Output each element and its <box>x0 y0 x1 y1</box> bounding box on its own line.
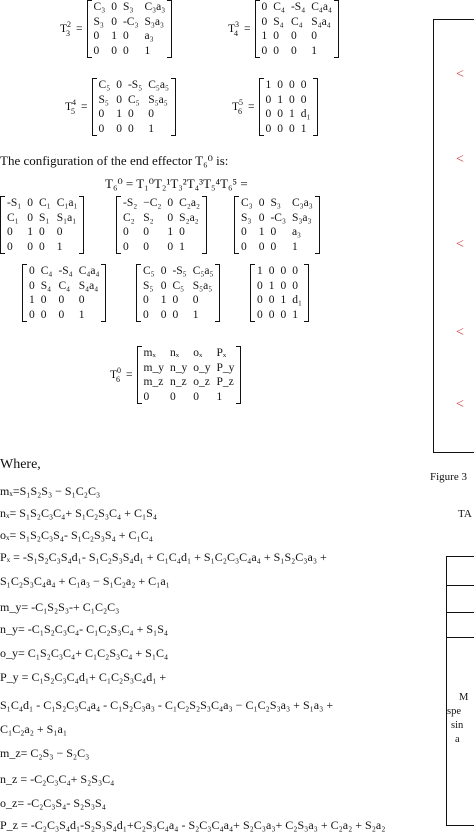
matrix-cell: 0 <box>56 226 63 238</box>
matrix-cell: 0 <box>148 108 154 120</box>
matrix-cell: 0 <box>270 240 277 253</box>
matrix-cell: 0 <box>122 44 129 57</box>
matrix-row <box>120 211 203 226</box>
equation-line: S₁C₂S₃C₄a₄ + C₁a₃ − S₁C₂a₂ + C₁a₁ <box>0 574 170 588</box>
matrix-row <box>96 122 172 137</box>
matrix-cell: S₃a₃ <box>291 211 312 224</box>
matrix-cell: -C₃ <box>270 211 286 224</box>
matrix-cell: 0 <box>193 390 199 403</box>
matrix-cell: 0 <box>167 197 174 209</box>
matrix-cell: -C₃ <box>122 15 139 28</box>
table-cell-text: M <box>459 692 469 703</box>
matrix-row <box>120 240 203 255</box>
matrix-cell: 0 <box>27 197 33 209</box>
matrix-row <box>120 225 203 240</box>
matrix-body <box>255 0 339 58</box>
matrix-cell: 0 <box>93 44 100 57</box>
matrix-cell: C₅ <box>172 279 185 292</box>
matrix-cell: 0 <box>143 240 149 253</box>
table-cell-text: sin <box>451 720 464 731</box>
matrix-row <box>141 346 238 361</box>
matrix-cell: 1 <box>148 122 154 135</box>
matrix-cell: 0 <box>273 30 280 42</box>
matrix-row <box>254 264 305 279</box>
matrix-row <box>141 390 238 405</box>
matrix-cell: 0 <box>143 226 149 238</box>
matrix-cell: 0 <box>258 197 265 209</box>
matrix-cell: 1 <box>311 44 317 57</box>
matrix-label: $T^2_3$ <box>60 20 72 38</box>
matrix-cell: -S₅ <box>127 79 143 91</box>
matrix-row <box>4 211 80 226</box>
matrix-cell: 0 <box>289 79 295 91</box>
matrix-cell: 1 <box>144 44 151 57</box>
matrix-row <box>4 196 80 211</box>
matrix-cell: nₓ <box>169 347 180 359</box>
matrix-cell: C₅ <box>98 79 111 91</box>
equation-line: C₁C₂a₂ + S₁a₁ <box>0 722 68 736</box>
matrix-cell: 0 <box>241 226 247 238</box>
matrix-cell: 0 <box>93 30 100 42</box>
matrix-cell: 1 <box>300 122 307 135</box>
matrix-cell: 1 <box>268 279 275 292</box>
matrix-cell: 0 <box>111 15 117 28</box>
matrix-cell: m_y <box>143 361 164 374</box>
matrix-cell: C₄ <box>290 15 303 28</box>
matrix-cell: 1 <box>291 240 298 253</box>
product-matrix-1 <box>0 196 84 254</box>
matrix-cell: 0 <box>167 211 174 224</box>
matrix-row <box>140 279 216 294</box>
matrix-row <box>26 293 102 308</box>
matrix-cell: S₃ <box>270 197 281 209</box>
equation-line: o_y= C₁S₂C₃C₄+ C₁C₂S₃C₄ + S₁C₄ <box>0 646 169 660</box>
matrix-cell: 0 <box>27 211 33 224</box>
matrix-cell: C₂ <box>123 211 135 224</box>
matrix-row <box>263 122 314 137</box>
arrow-icon: < <box>456 67 464 82</box>
matrix-row <box>91 15 169 30</box>
matrix-cell: mₓ <box>143 347 156 359</box>
matrix-label: $T^4_5$ <box>65 98 77 116</box>
table-cell-text: a <box>455 734 460 745</box>
matrix-label: $T^5_6$ <box>232 98 244 116</box>
matrix-cell: 0 <box>39 226 45 238</box>
matrix-cell: 0 <box>116 93 122 106</box>
matrix-cell: 0 <box>123 240 129 253</box>
matrix-cell: 0 <box>261 44 268 57</box>
matrix-cell: 1 <box>277 93 284 106</box>
matrix-cell: o_z <box>193 376 210 388</box>
equation-line: m_y= -C₁S₂S₃-+ C₁C₂C₃ <box>0 600 120 614</box>
matrix-cell: 0 <box>257 294 263 306</box>
matrix-cell: 0 <box>111 1 117 13</box>
matrix-cell: 1 <box>289 108 295 120</box>
matrix-cell: C₄ <box>40 265 53 277</box>
matrix-cell: o_y <box>193 361 211 374</box>
matrix-row <box>26 308 102 323</box>
matrix-cell: m_z <box>143 376 164 388</box>
matrix-cell: 0 <box>169 390 176 403</box>
matrix-cell: 0 <box>289 93 295 106</box>
matrix-cell: 1 <box>257 265 263 277</box>
matrix-row <box>259 15 335 30</box>
matrix-cell: 0 <box>292 279 298 292</box>
figure-caption: Figure 3 <box>430 471 467 483</box>
matrix-body <box>136 264 220 322</box>
matrix-label: $T^3_4$ <box>228 20 240 38</box>
matrix-row <box>238 196 316 211</box>
matrix-cell: C₄ <box>273 1 285 13</box>
matrix-cell: 0 <box>98 108 105 120</box>
matrix-cell: d₁ <box>292 294 303 306</box>
matrix-cell: a₃ <box>144 30 154 42</box>
matrix-row <box>238 225 316 240</box>
matrix-cell: S₅ <box>143 279 154 292</box>
matrix-cell: a₃ <box>291 226 302 238</box>
matrix-row <box>4 240 80 255</box>
matrix-cell: 0 <box>280 308 287 321</box>
matrix-cell: S₅ <box>98 93 109 106</box>
matrix-cell: S₄ <box>273 15 284 28</box>
matrix-cell: 0 <box>116 122 122 135</box>
matrix-row <box>238 211 316 226</box>
matrix-cell: 0 <box>268 308 275 321</box>
matrix-cell: C₅a₅ <box>148 79 170 91</box>
matrix-cell: 0 <box>7 226 13 238</box>
matrix-cell: 0 <box>192 294 199 306</box>
matrix-label: $T^0_6$ <box>110 366 122 384</box>
matrix-row <box>96 78 172 93</box>
matrix-cell: S₃ <box>241 211 252 224</box>
matrix-cell: C₃ <box>93 1 106 13</box>
matrix-cell: 0 <box>261 1 268 13</box>
table-caption: TA <box>458 508 472 520</box>
matrix-body <box>92 78 176 136</box>
matrix-cell: -S₂ <box>123 197 138 209</box>
matrix-cell: 0 <box>258 240 265 253</box>
table-frame <box>446 556 474 826</box>
matrix-row <box>254 308 305 323</box>
arrow-icon: < <box>456 237 464 252</box>
matrix-body <box>250 264 309 322</box>
matrix-row <box>254 279 305 294</box>
matrix-cell: 0 <box>277 108 284 120</box>
matrix-cell: 0 <box>280 265 287 277</box>
equation-line: Pₓ = -S₁S₂C₃S₄d₁- S₁C₂S₃S₄d₁ + C₁C₄d₁ + S₁C₂C₃C₄a₄ + S₁S₂C₃a₃ + <box>0 550 327 564</box>
matrix-cell: 0 <box>292 265 298 277</box>
matrix-cell: 0 <box>300 79 307 91</box>
equation-line: o_z= -C₂C₃S₄- S₂S₃S₄ <box>0 796 106 810</box>
matrix-cell: 1 <box>179 240 185 253</box>
matrix-cell: 0 <box>29 279 35 292</box>
matrix-cell: S₁a₁ <box>56 211 77 224</box>
matrix-row <box>91 44 169 59</box>
chain-equation: T₆⁰ = T₁⁰T₂¹T₃²T₄³T₅⁴T₆⁵ = <box>105 176 248 191</box>
matrix-cell: 0 <box>58 308 65 321</box>
matrix-cell: C₁ <box>39 197 51 209</box>
matrix-body <box>87 0 173 58</box>
arrow-icon: < <box>456 325 464 340</box>
matrix-row <box>96 107 172 122</box>
matrix-cell: C₁ <box>7 211 19 224</box>
matrix-cell: 0 <box>143 308 149 321</box>
equation-line: m_z= C₂S₃ − S₂C₃ <box>0 746 90 760</box>
matrix-row <box>259 0 335 15</box>
matrix-cell: 0 <box>40 308 47 321</box>
matrix-cell: 1 <box>216 390 223 403</box>
matrix-cell: 0 <box>160 308 167 321</box>
config-sentence: The configuration of the end effector T₆⁰ is: <box>0 153 229 168</box>
matrix-cell: 0 <box>58 294 65 306</box>
matrix-cell: 0 <box>127 122 134 135</box>
matrix-row <box>26 264 102 279</box>
matrix-cell: 0 <box>127 108 134 120</box>
matrix-cell: Pₓ <box>216 347 227 359</box>
matrix-row <box>263 78 314 93</box>
matrix-cell: 0 <box>143 294 149 306</box>
matrix-cell: 1 <box>192 308 199 321</box>
matrix-cell: S₂a₂ <box>179 211 199 224</box>
matrix-cell: 0 <box>257 279 263 292</box>
matrix-cell: 0 <box>27 240 33 253</box>
matrix-cell: C₅a₅ <box>192 265 214 277</box>
matrix-cell: S₅a₅ <box>192 279 213 292</box>
matrix-cell: S₁ <box>39 211 50 224</box>
matrix-cell: 0 <box>265 108 272 120</box>
matrix-cell: 1 <box>265 79 272 91</box>
matrix-cell: -S₄ <box>290 1 306 13</box>
where-label: Where, <box>0 457 41 472</box>
matrix-cell: 0 <box>300 93 307 106</box>
matrix-row <box>141 361 238 376</box>
matrix-cell: 0 <box>116 79 122 91</box>
matrix-cell: 0 <box>290 30 297 42</box>
matrix-cell: C₃ <box>241 197 253 209</box>
matrix-cell: 0 <box>268 265 275 277</box>
matrix-cell: C₄ <box>58 279 71 292</box>
matrix-cell: C₅ <box>143 265 155 277</box>
matrix-row <box>141 375 238 390</box>
matrix-row <box>254 293 305 308</box>
matrix-cell: 0 <box>261 15 268 28</box>
matrix-cell: S₄ <box>40 279 52 292</box>
matrix-cell: 0 <box>290 44 297 57</box>
arrow-icon: < <box>456 152 464 167</box>
matrix-cell: C₄a₄ <box>78 265 100 277</box>
matrix-cell: 0 <box>78 294 85 306</box>
matrix-cell: d₁ <box>300 108 311 120</box>
matrix-cell: 0 <box>277 122 284 135</box>
matrix-cell: 1 <box>258 226 265 238</box>
matrix-t3: $T^2_3$ = C₃ 0 S₃ C₃a₃ S₃ 0 -C₃ S₃a₃ 0 1 0 a₃ 0 0 0 1 <box>60 0 172 58</box>
matrix-cell: 1 <box>261 30 268 42</box>
matrix-cell: 1 <box>116 108 122 120</box>
matrix-cell: 0 <box>40 294 47 306</box>
figure-frame <box>433 19 474 453</box>
matrix-t4: $T^3_4$ = 0 C₄ -S₄ C₄a₄ 0 S₄ C₄ S₄a₄ 1 0 0 0 0 0 0 1 <box>228 0 339 58</box>
matrix-cell: S₂ <box>143 211 154 224</box>
matrix-row <box>4 225 80 240</box>
matrix-row <box>259 44 335 59</box>
matrix-cell: 1 <box>111 30 117 42</box>
matrix-cell: P_z <box>216 376 234 388</box>
matrix-cell: 0 <box>280 279 287 292</box>
matrix-row <box>96 93 172 108</box>
product-matrix-2 <box>116 196 207 254</box>
matrix-cell: C₁a₁ <box>56 197 78 209</box>
matrix-body <box>137 346 242 404</box>
matrix-cell: 0 <box>160 279 167 292</box>
equation-line: P_z = -C₂C₃S₄d₁-S₂S₃S₄d₁+C₂S₃C₄a₄ - S₂C₃C₄a₄+ S₂C₃a₃+ C₂S₃a₃ + C₂a₂ + S₂a₂ <box>0 818 386 832</box>
matrix-cell: S₅a₅ <box>148 93 168 106</box>
matrix-cell: 0 <box>265 122 272 135</box>
matrix-cell: C₃a₃ <box>144 1 166 13</box>
matrix-cell: n_y <box>169 361 188 374</box>
matrix-cell: 1 <box>167 226 174 238</box>
product-matrix-5 <box>136 264 220 322</box>
matrix-cell: 1 <box>27 226 33 238</box>
matrix-cell: -S₁ <box>7 197 22 209</box>
matrix-body <box>234 196 320 254</box>
matrix-cell: S₄a₄ <box>311 15 331 28</box>
matrix-t60: $T^0_6$ = mₓ nₓ oₓ Pₓ m_y n_y o_y P_y m_z n_z o_z P_z 0 0 0 1 <box>110 346 241 404</box>
matrix-row <box>140 293 216 308</box>
matrix-cell: 0 <box>111 44 117 57</box>
matrix-cell: 1 <box>29 294 35 306</box>
matrix-cell: 1 <box>78 308 85 321</box>
matrix-cell: 1 <box>280 294 287 306</box>
matrix-cell: 0 <box>172 294 179 306</box>
table-cell-text: spe <box>447 706 461 717</box>
matrix-cell: -S₅ <box>172 265 187 277</box>
matrix-body <box>116 196 207 254</box>
matrix-cell: 0 <box>268 294 275 306</box>
matrix-cell: 0 <box>179 226 185 238</box>
matrix-cell: 0 <box>29 308 35 321</box>
product-matrix-3 <box>234 196 320 254</box>
product-matrix-4 <box>22 264 106 322</box>
equation-line: n_z = -C₂C₃C₄+ S₂S₃C₄ <box>0 772 115 786</box>
matrix-cell: C₂a₂ <box>179 197 200 209</box>
matrix-cell: 0 <box>277 79 284 91</box>
matrix-cell: 0 <box>241 240 247 253</box>
matrix-cell: 0 <box>289 122 295 135</box>
matrix-cell: 0 <box>167 240 174 253</box>
matrix-t5: $T^4_5$ = C₅ 0 -S₅ C₅a₅ S₅ 0 C₅ S₅a₅ 0 1 0 0 0 0 0 1 <box>65 78 176 136</box>
matrix-cell: 0 <box>257 308 263 321</box>
matrix-cell: −C₂ <box>143 197 162 209</box>
matrix-cell: 0 <box>270 226 277 238</box>
matrix-row <box>263 93 314 108</box>
arrow-icon: < <box>456 397 464 412</box>
matrix-body <box>22 264 106 322</box>
matrix-row <box>120 196 203 211</box>
matrix-row <box>91 0 169 15</box>
matrix-row <box>140 264 216 279</box>
matrix-cell: 0 <box>311 30 317 42</box>
matrix-t6: $T^5_6$ = 1 0 0 0 0 1 0 0 0 0 1 d₁ 0 0 0 1 <box>232 78 318 136</box>
matrix-cell: 0 <box>273 44 280 57</box>
equation-line: n_y= -C₁S₂C₃C₄- C₁C₂S₃C₄ + S₁S₄ <box>0 622 169 636</box>
matrix-cell: C₃a₃ <box>291 197 313 209</box>
matrix-row <box>238 240 316 255</box>
matrix-cell: 0 <box>29 265 35 277</box>
equation-line: nₓ= S₁S₂C₃C₄+ S₁C₂S₃C₄ + C₁S₄ <box>0 506 158 520</box>
matrix-cell: 1 <box>160 294 167 306</box>
matrix-cell: 1 <box>292 308 298 321</box>
matrix-cell: 0 <box>172 308 179 321</box>
matrix-cell: S₃ <box>93 15 104 28</box>
matrix-cell: oₓ <box>193 347 203 359</box>
matrix-cell: 0 <box>39 240 45 253</box>
matrix-cell: 1 <box>56 240 63 253</box>
equation-line: oₓ= S₁S₂C₃S₄- S₁C₂S₃S₄ + C₁C₄ <box>0 528 153 542</box>
matrix-cell: S₃ <box>122 1 134 13</box>
matrix-row <box>259 29 335 44</box>
equation-line: P_y = C₁S₂C₃C₄d₁+ C₁C₂S₃C₄d₁ + <box>0 670 167 684</box>
equation-line: S₁C₄d₁ - C₁S₂C₃C₄a₄ - C₁S₂C₃a₃ - C₁C₂S₂S₃C₄a₃ − C₁C₂S₃a₃ + S₁a₃ + <box>0 698 334 712</box>
matrix-cell: C₄a₄ <box>311 1 333 13</box>
matrix-row <box>91 29 169 44</box>
matrix-row <box>263 107 314 122</box>
matrix-cell: 0 <box>7 240 13 253</box>
matrix-body <box>259 78 318 136</box>
matrix-cell: P_y <box>216 361 235 374</box>
matrix-cell: 0 <box>123 226 129 238</box>
matrix-cell: 0 <box>258 211 265 224</box>
matrix-cell: 0 <box>98 122 105 135</box>
matrix-cell: 0 <box>122 30 129 42</box>
matrix-cell: 0 <box>160 265 167 277</box>
equation-line: mₓ=S₁S₂S₃ − S₁C₂C₃ <box>0 484 101 498</box>
product-matrix-6 <box>250 264 309 322</box>
matrix-row <box>26 279 102 294</box>
matrix-cell: S₄a₄ <box>78 279 99 292</box>
matrix-body <box>0 196 84 254</box>
matrix-row <box>140 308 216 323</box>
matrix-cell: n_z <box>169 376 187 388</box>
matrix-cell: 0 <box>143 390 150 403</box>
matrix-cell: 0 <box>265 93 272 106</box>
matrix-cell: S₃a₃ <box>144 15 165 28</box>
matrix-cell: -S₄ <box>58 265 73 277</box>
matrix-cell: C₅ <box>127 93 140 106</box>
